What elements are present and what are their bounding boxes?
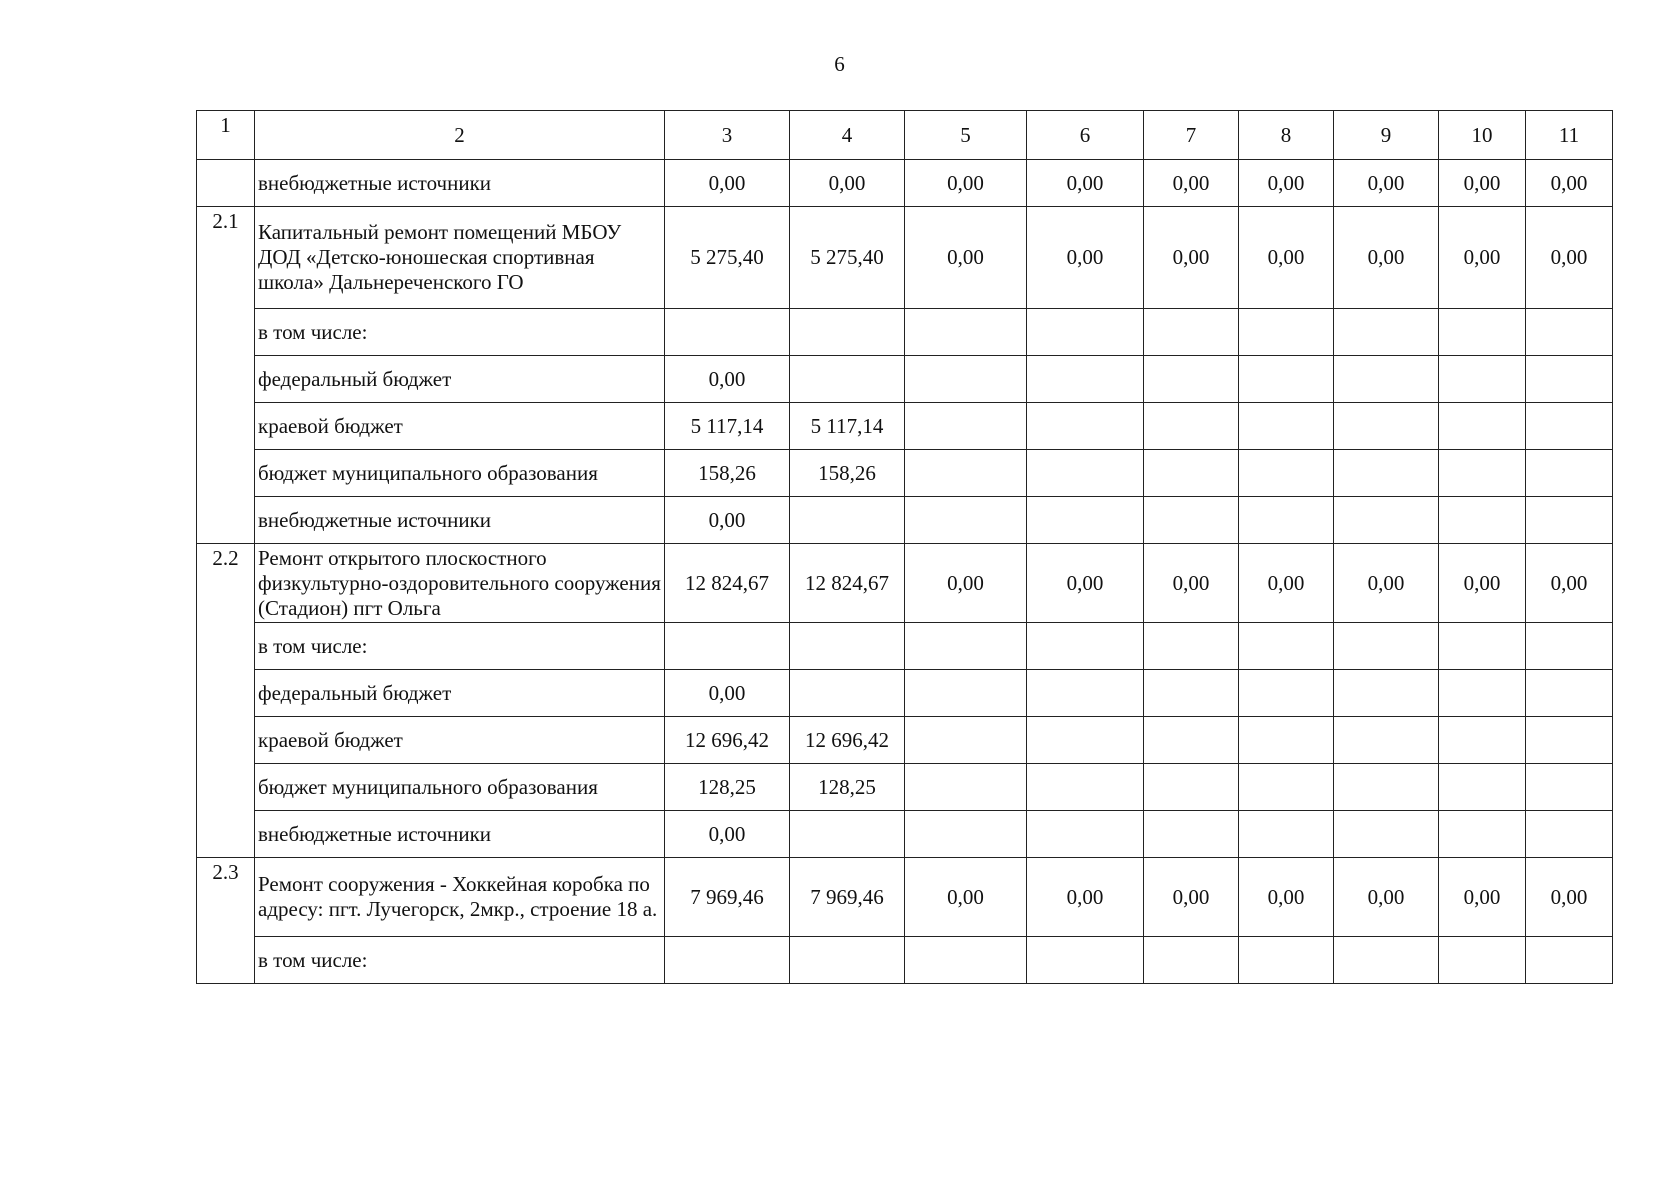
row-label: внебюджетные источники	[255, 160, 665, 207]
table-row	[197, 403, 1613, 450]
value-cell: 12 824,67	[790, 544, 905, 623]
column-header: 8	[1239, 111, 1334, 160]
value-cell	[790, 811, 905, 858]
value-cell: 0,00	[1144, 858, 1239, 937]
table-row	[197, 544, 1613, 623]
table-row	[197, 356, 1613, 403]
value-cell: 0,00	[1239, 544, 1334, 623]
value-cell: 0,00	[1144, 544, 1239, 623]
value-cell: 0,00	[1439, 160, 1526, 207]
column-header: 3	[665, 111, 790, 160]
row-index: 2.1	[197, 207, 255, 544]
table-row	[197, 937, 1613, 984]
value-cell: 12 824,67	[665, 544, 790, 623]
value-cell	[790, 309, 905, 356]
value-cell: 0,00	[1027, 544, 1144, 623]
value-cell: 128,25	[790, 764, 905, 811]
row-label: краевой бюджет	[255, 717, 665, 764]
value-cell: 7 969,46	[790, 858, 905, 937]
budget-table	[196, 110, 1613, 984]
row-label: федеральный бюджет	[255, 356, 665, 403]
row-label: внебюджетные источники	[255, 811, 665, 858]
column-header: 7	[1144, 111, 1239, 160]
value-cell: 0,00	[1334, 544, 1439, 623]
row-index: 2.2	[197, 544, 255, 858]
value-cell: 0,00	[1239, 207, 1334, 309]
value-cell: 0,00	[1027, 207, 1144, 309]
table-row	[197, 623, 1613, 670]
value-cell: 158,26	[665, 450, 790, 497]
value-cell: 0,00	[1144, 160, 1239, 207]
table-row	[197, 450, 1613, 497]
value-cell: 0,00	[1144, 207, 1239, 309]
table-row	[197, 717, 1613, 764]
row-label: бюджет муниципального образования	[255, 450, 665, 497]
value-cell: 12 696,42	[790, 717, 905, 764]
table-row	[197, 207, 1613, 309]
index-cell	[197, 160, 255, 207]
value-cell	[665, 623, 790, 670]
column-header: 1	[197, 111, 255, 160]
value-cell: 0,00	[1526, 160, 1613, 207]
value-cell	[790, 670, 905, 717]
value-cell: 0,00	[1027, 160, 1144, 207]
value-cell: 0,00	[1439, 207, 1526, 309]
value-cell: 5 117,14	[790, 403, 905, 450]
value-cell: 0,00	[905, 207, 1027, 309]
value-cell: 5 117,14	[665, 403, 790, 450]
column-header: 4	[790, 111, 905, 160]
column-header: 6	[1027, 111, 1144, 160]
item-title: Ремонт сооружения - Хоккейная коробка по адресу: пгт. Лучегорск, 2мкр., строение 18 а.	[255, 858, 665, 937]
value-cell	[665, 937, 790, 984]
value-cell	[790, 937, 905, 984]
value-cell: 5 275,40	[790, 207, 905, 309]
value-cell: 0,00	[905, 160, 1027, 207]
row-label: внебюджетные источники	[255, 497, 665, 544]
table-row	[197, 309, 1613, 356]
column-header: 2	[255, 111, 665, 160]
value-cell: 0,00	[1334, 207, 1439, 309]
column-header: 10	[1439, 111, 1526, 160]
value-cell: 0,00	[665, 160, 790, 207]
table-row	[197, 670, 1613, 717]
item-title: Ремонт открытого плоскостного физкультурно-оздоровительного сооружения (Стадион) пгт Ольга	[255, 544, 665, 623]
value-cell: 0,00	[1027, 858, 1144, 937]
value-cell: 0,00	[1526, 544, 1613, 623]
value-cell: 158,26	[790, 450, 905, 497]
row-label: в том числе:	[255, 623, 665, 670]
row-label: бюджет муниципального образования	[255, 764, 665, 811]
row-label: краевой бюджет	[255, 403, 665, 450]
value-cell: 0,00	[1526, 858, 1613, 937]
value-cell: 0,00	[1439, 858, 1526, 937]
value-cell: 0,00	[665, 497, 790, 544]
value-cell: 0,00	[1334, 858, 1439, 937]
page-number: 6	[834, 52, 845, 76]
value-cell: 0,00	[665, 670, 790, 717]
table-row	[197, 764, 1613, 811]
value-cell: 0,00	[1239, 858, 1334, 937]
table-row	[197, 497, 1613, 544]
row-label: в том числе:	[255, 937, 665, 984]
value-cell: 7 969,46	[665, 858, 790, 937]
table-row	[197, 858, 1613, 937]
column-header: 11	[1526, 111, 1613, 160]
row-label: федеральный бюджет	[255, 670, 665, 717]
value-cell	[790, 623, 905, 670]
value-cell: 5 275,40	[665, 207, 790, 309]
column-number-row	[197, 111, 1613, 160]
value-cell	[665, 309, 790, 356]
value-cell: 0,00	[790, 160, 905, 207]
column-header: 9	[1334, 111, 1439, 160]
value-cell: 0,00	[905, 858, 1027, 937]
value-cell: 0,00	[665, 811, 790, 858]
column-header: 5	[905, 111, 1027, 160]
row-index: 2.3	[197, 858, 255, 984]
value-cell: 0,00	[665, 356, 790, 403]
value-cell: 128,25	[665, 764, 790, 811]
item-title: Капитальный ремонт помещений МБОУ ДОД «Детско-юношеская спортивная школа» Дальнереченского ГО	[255, 207, 665, 309]
value-cell	[790, 497, 905, 544]
table-row	[197, 811, 1613, 858]
value-cell: 12 696,42	[665, 717, 790, 764]
value-cell: 0,00	[1439, 544, 1526, 623]
value-cell: 0,00	[1239, 160, 1334, 207]
value-cell: 0,00	[1334, 160, 1439, 207]
value-cell	[790, 356, 905, 403]
value-cell: 0,00	[905, 544, 1027, 623]
row-label: в том числе:	[255, 309, 665, 356]
table-row	[197, 160, 1613, 207]
value-cell: 0,00	[1526, 207, 1613, 309]
